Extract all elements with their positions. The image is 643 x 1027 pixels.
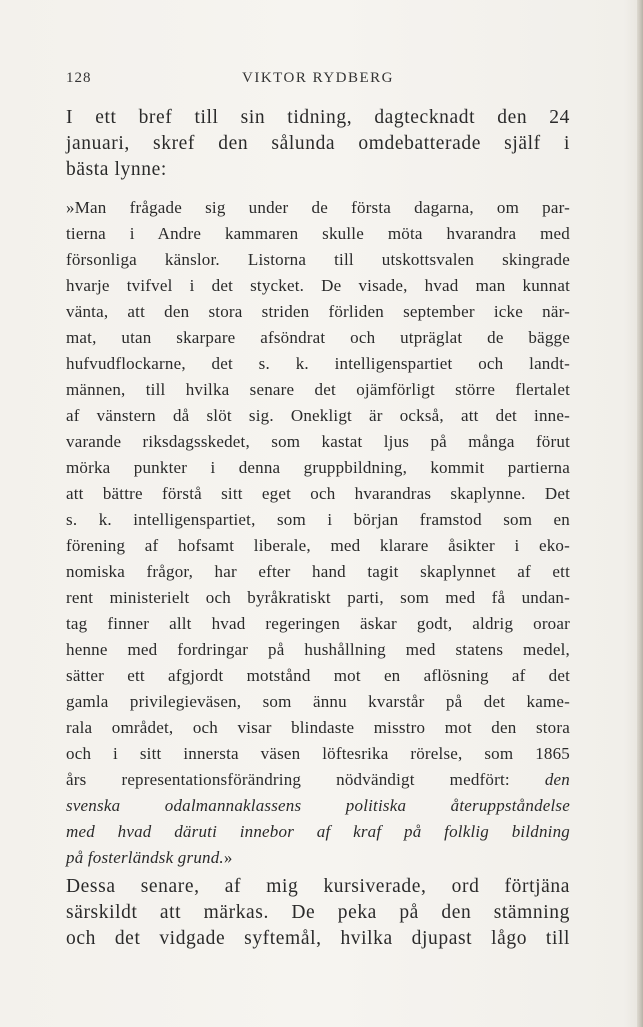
text-line: Dessa senare, af mig kursiverade, ord förtjäna	[66, 876, 570, 897]
text-line: henne med fordringar på hushållning med statens medel,	[66, 640, 570, 659]
text-line: rent ministerielt och byråkratiskt parti, som med få undan-	[66, 588, 570, 607]
running-title: VIKTOR RYDBERG	[242, 70, 394, 86]
text-line: särskildt att märkas. De peka på den stämning	[66, 902, 570, 923]
text-line: sätter ett afgjordt motstånd mot en aflösning af det	[66, 666, 570, 685]
page-edge-shadow	[637, 0, 643, 1027]
text-line: hvarje tvifvel i det stycket. De visade, hvad man kunnat	[66, 276, 570, 295]
text-line: bästa lynne:	[66, 159, 167, 180]
text-line: hufvudflockarne, det s. k. intelligenspartiet och landt-	[66, 354, 570, 373]
text-line: varande riksdagsskedet, som kastat ljus på många förut	[66, 432, 570, 451]
text-line: tag finner allt hvad regeringen äskar godt, aldrig oroar	[66, 614, 570, 633]
quoted-letter	[66, 195, 570, 871]
text-line: rala området, och visar blindaste misstro mot den stora	[66, 718, 570, 737]
text-line: I ett bref till sin tidning, dagtecknadt den 24	[66, 107, 570, 128]
italic-segment: den	[544, 770, 571, 789]
text-line: s. k. intelligenspartiet, som i början framstod som en	[66, 510, 570, 529]
text-line: gamla privilegieväsen, som ännu kvarstår på det kame-	[66, 692, 570, 711]
text-segment: års representationsförändring nödvändigt medfört:	[66, 770, 510, 789]
text-line: mörka punkter i denna gruppbildning, kommit partierna	[66, 458, 570, 477]
text-line: männen, till hvilka senare det ojämförligt större flertalet	[66, 380, 570, 399]
text-line: mat, utan skarpare afsöndrat och utpräglat de bägge	[66, 328, 570, 347]
text-line: »Man frågade sig under de första dagarna, om par-	[66, 198, 570, 217]
text-line: vänta, att den stora striden förliden september icke när-	[66, 302, 570, 321]
italic-segment: på fosterländsk grund.	[66, 848, 224, 867]
closing-quote-mark: »	[223, 848, 233, 867]
text-line	[66, 845, 570, 871]
text-line: att bättre förstå sitt eget och hvarandras skaplynne. Det	[66, 484, 570, 503]
text-line: och det vidgade syftemål, hvilka djupast lågo till	[66, 928, 570, 949]
text-line: försonliga känslor. Listorna till utskottsvalen skingrade	[66, 250, 570, 269]
italic-line: med hvad däruti innebor af kraf på folklig bildning	[66, 822, 570, 841]
closing-paragraph	[66, 874, 570, 952]
text-line: förening af hofsamt liberale, med klarare åsikter i eko-	[66, 536, 570, 555]
text-line: af vänstern då slöt sig. Onekligt är också, att det inne-	[66, 406, 570, 425]
italic-line: svenska odalmannaklassens politiska återuppståndelse	[66, 796, 570, 815]
text-line: tierna i Andre kammaren skulle möta hvarandra med	[66, 224, 570, 243]
running-head	[66, 70, 570, 92]
text-line: och i sitt innersta väsen löftesrika rörelse, som 1865	[66, 744, 570, 763]
text-line: nomiska frågor, har efter hand tagit skaplynnet af ett	[66, 562, 570, 581]
text-line: januari, skref den sålunda omdebatterade själf i	[66, 133, 570, 154]
page-number: 128	[66, 70, 92, 86]
text-line	[66, 767, 570, 793]
intro-paragraph	[66, 105, 570, 183]
